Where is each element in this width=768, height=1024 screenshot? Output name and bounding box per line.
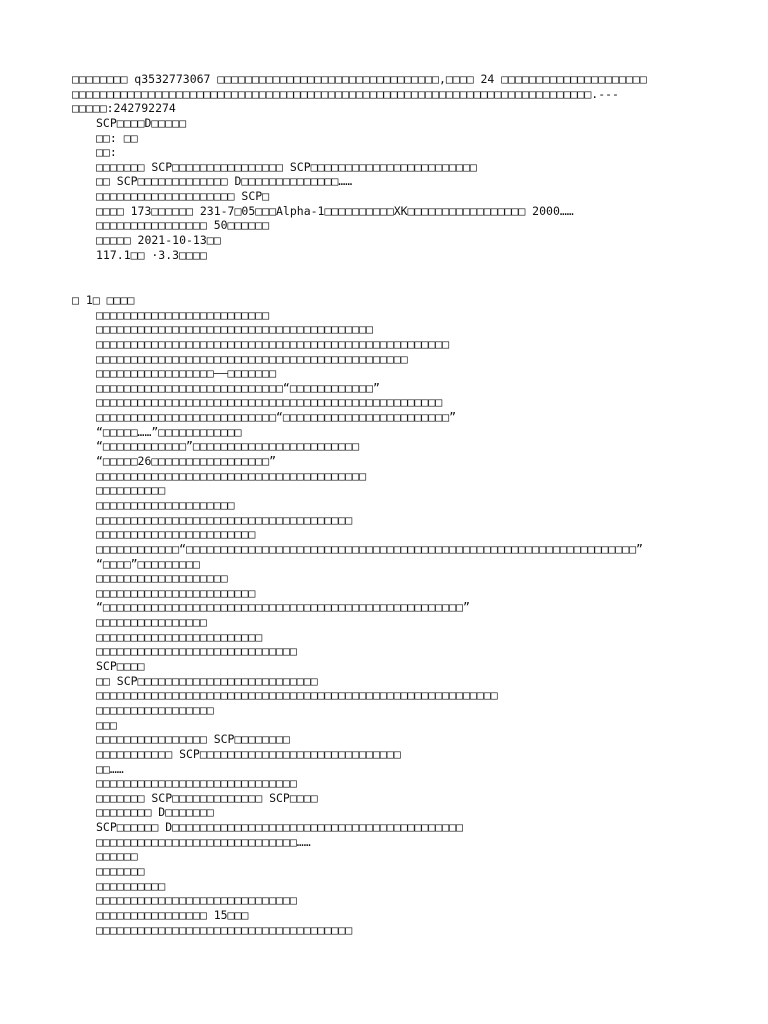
chapter-block bbox=[0, 293, 768, 937]
body-line: □□□□□□□□□□□□□□□□ bbox=[96, 615, 207, 630]
body-line: □□□□□□□□□□ bbox=[96, 878, 166, 893]
header-line: □□□□□□□□□□□□□□□□□□□□□□□□□□□□□□□□□□□□□□□□□□□□□□□□□□□□□□□□□□□□□□□□□□□□□□□□□□□.--- bbox=[72, 86, 619, 101]
body-line: □□□□□□□□ D□□□□□□□ bbox=[96, 805, 214, 820]
body-line: □□□□□□□□□□□□□□□□□——□□□□□□□ bbox=[96, 366, 277, 381]
body-line: □□□□□□□□□□□□□□□□ 15□□□ bbox=[96, 907, 249, 922]
body-line: SCP□□□□ bbox=[96, 659, 145, 674]
body-line: □□□□□□□□□□□□□□□□□□□□□□□□□□□□□□□□□□□□□□□□□□□□□□□□□□ bbox=[96, 395, 443, 410]
body-line: □□□□□□□□□□□□□□□□□□□□□□□□□□□□□ bbox=[96, 644, 297, 659]
body-line: □□□□□□□□□□□□□□□□□□□□□□□□□□□“□□□□□□□□□□□□” bbox=[96, 380, 380, 395]
body-line: □□□□□□□□□□□□□□□□□□□□□□□□□□“□□□□□□□□□□□□□□□□□□□□□□□□” bbox=[96, 410, 457, 425]
body-line: □□□□□□□□□□□□□□□□□□□□□□□□□□□□□…… bbox=[96, 834, 311, 849]
body-line: “□□□□□……”□□□□□□□□□□□□ bbox=[96, 424, 242, 439]
body-line: □□□□□□□□□□□□□□□□□□□□□□□□ bbox=[96, 629, 263, 644]
info-line: □□□□□ 2021-10-13□□ bbox=[96, 233, 221, 248]
info-line: □□: bbox=[96, 145, 117, 160]
info-line: 117.1□□ ·3.3□□□□ bbox=[96, 247, 207, 262]
body-line: □□□□□□□□□□□□□□□□□□□□□□□□□□□□□□□□□□□□□ bbox=[96, 512, 353, 527]
body-line: “□□□□□26□□□□□□□□□□□□□□□□□” bbox=[96, 454, 277, 469]
header-block bbox=[0, 72, 768, 262]
body-line: □□□□□□□□□□□□□□□□□ bbox=[96, 702, 214, 717]
body-line: □□□□□□□□□□□□□□□□□□□□□□□ bbox=[96, 527, 256, 542]
header-line: □□□□□□□□ q3532773067 □□□□□□□□□□□□□□□□□□□□□□□□□□□□□□□□,□□□□ 24 □□□□□□□□□□□□□□□□□□□□□ bbox=[72, 72, 647, 86]
body-line: □□□□□□□□□□□□□□□□□□□□ bbox=[96, 497, 235, 512]
body-line: □□□□□□□□□□□□□□□□□□□□□□□□□□□□□□□□□□□□□□□□ bbox=[96, 322, 373, 337]
body-line: □□□□□□□□□□□□□□□□□□□□□□□□□□□□□□□□□□□□□ bbox=[96, 922, 353, 937]
body-line: □□□□□□□□□□□□□□□□□□□□□□□□□□□□□□□□□□□□□□□□□□□□□□□□□□□□□□□□□□ bbox=[96, 688, 498, 703]
body-line: □□□□□□□□□□□ SCP□□□□□□□□□□□□□□□□□□□□□□□□□□□□□ bbox=[96, 746, 401, 761]
body-line: SCP□□□□□□ D□□□□□□□□□□□□□□□□□□□□□□□□□□□□□□□□□□□□□□□□□□ bbox=[96, 820, 463, 835]
body-line: □□□□□□□□□□□□□□□□□□□ bbox=[96, 571, 228, 586]
body-line: □□□□□□□□□□□□□□□□□□□□□□□ bbox=[96, 585, 256, 600]
header-line: □□□□□:242792274 bbox=[72, 101, 176, 116]
info-line: □□□□□□□□□□□□□□□□□□□□ SCP□ bbox=[96, 189, 270, 204]
body-line: □□□□□□ bbox=[96, 849, 138, 864]
body-line: □□…… bbox=[96, 761, 124, 776]
body-line: □□□ bbox=[96, 717, 117, 732]
info-line: □□ SCP□□□□□□□□□□□□□ D□□□□□□□□□□□□□□…… bbox=[96, 174, 353, 189]
chapter-heading: □ 1□ □□□□ bbox=[72, 293, 135, 307]
body-line: “□□□□”□□□□□□□□□ bbox=[96, 556, 200, 571]
body-line: □□□□□□□□□□□□□□□□□□□□□□□□□ bbox=[96, 307, 270, 322]
body-line: □□□□□□□ SCP□□□□□□□□□□□□□ SCP□□□□ bbox=[96, 790, 318, 805]
body-line: “□□□□□□□□□□□□”□□□□□□□□□□□□□□□□□□□□□□□□ bbox=[96, 439, 360, 454]
body-line: □□□□□□□□□□□□□□□□□□□□□□□□□□□□□□□□□□□□□□□ bbox=[96, 468, 367, 483]
info-line: □□□□ 173□□□□□□ 231-7□05□□□Alpha-1□□□□□□□□□□XK□□□□□□□□□□□□□□□□□ 2000…… bbox=[96, 203, 574, 218]
body-line: □□□□□□□□□□ bbox=[96, 483, 166, 498]
body-line: □□□□□□□□□□□□□□□□□□□□□□□□□□□□□ bbox=[96, 776, 297, 791]
body-line: □□□□□□□□□□□□□□□□□□□□□□□□□□□□□□□□□□□□□□□□□□□□□ bbox=[96, 351, 408, 366]
info-line: □□□□□□□ SCP□□□□□□□□□□□□□□□□ SCP□□□□□□□□□□□□□□□□□□□□□□□□ bbox=[96, 159, 477, 174]
info-line: □□: □□ bbox=[96, 130, 138, 145]
body-line: □□□□□□□ bbox=[96, 863, 145, 878]
body-line: “□□□□□□□□□□□□□□□□□□□□□□□□□□□□□□□□□□□□□□□□□□□□□□□□□□□□” bbox=[96, 600, 470, 615]
body-line: □□□□□□□□□□□□“□□□□□□□□□□□□□□□□□□□□□□□□□□□□□□□□□□□□□□□□□□□□□□□□□□□□□□□□□□□□□□□□□” bbox=[96, 541, 643, 556]
body-line: □□ SCP□□□□□□□□□□□□□□□□□□□□□□□□□□ bbox=[96, 673, 318, 688]
body-line: □□□□□□□□□□□□□□□□ SCP□□□□□□□□ bbox=[96, 732, 290, 747]
info-line: □□□□□□□□□□□□□□□□ 50□□□□□□ bbox=[96, 218, 270, 233]
body-line: □□□□□□□□□□□□□□□□□□□□□□□□□□□□□□□□□□□□□□□□□□□□□□□□□□□ bbox=[96, 336, 450, 351]
info-line: SCP□□□□D□□□□□ bbox=[96, 115, 187, 130]
body-line: □□□□□□□□□□□□□□□□□□□□□□□□□□□□□ bbox=[96, 893, 297, 908]
